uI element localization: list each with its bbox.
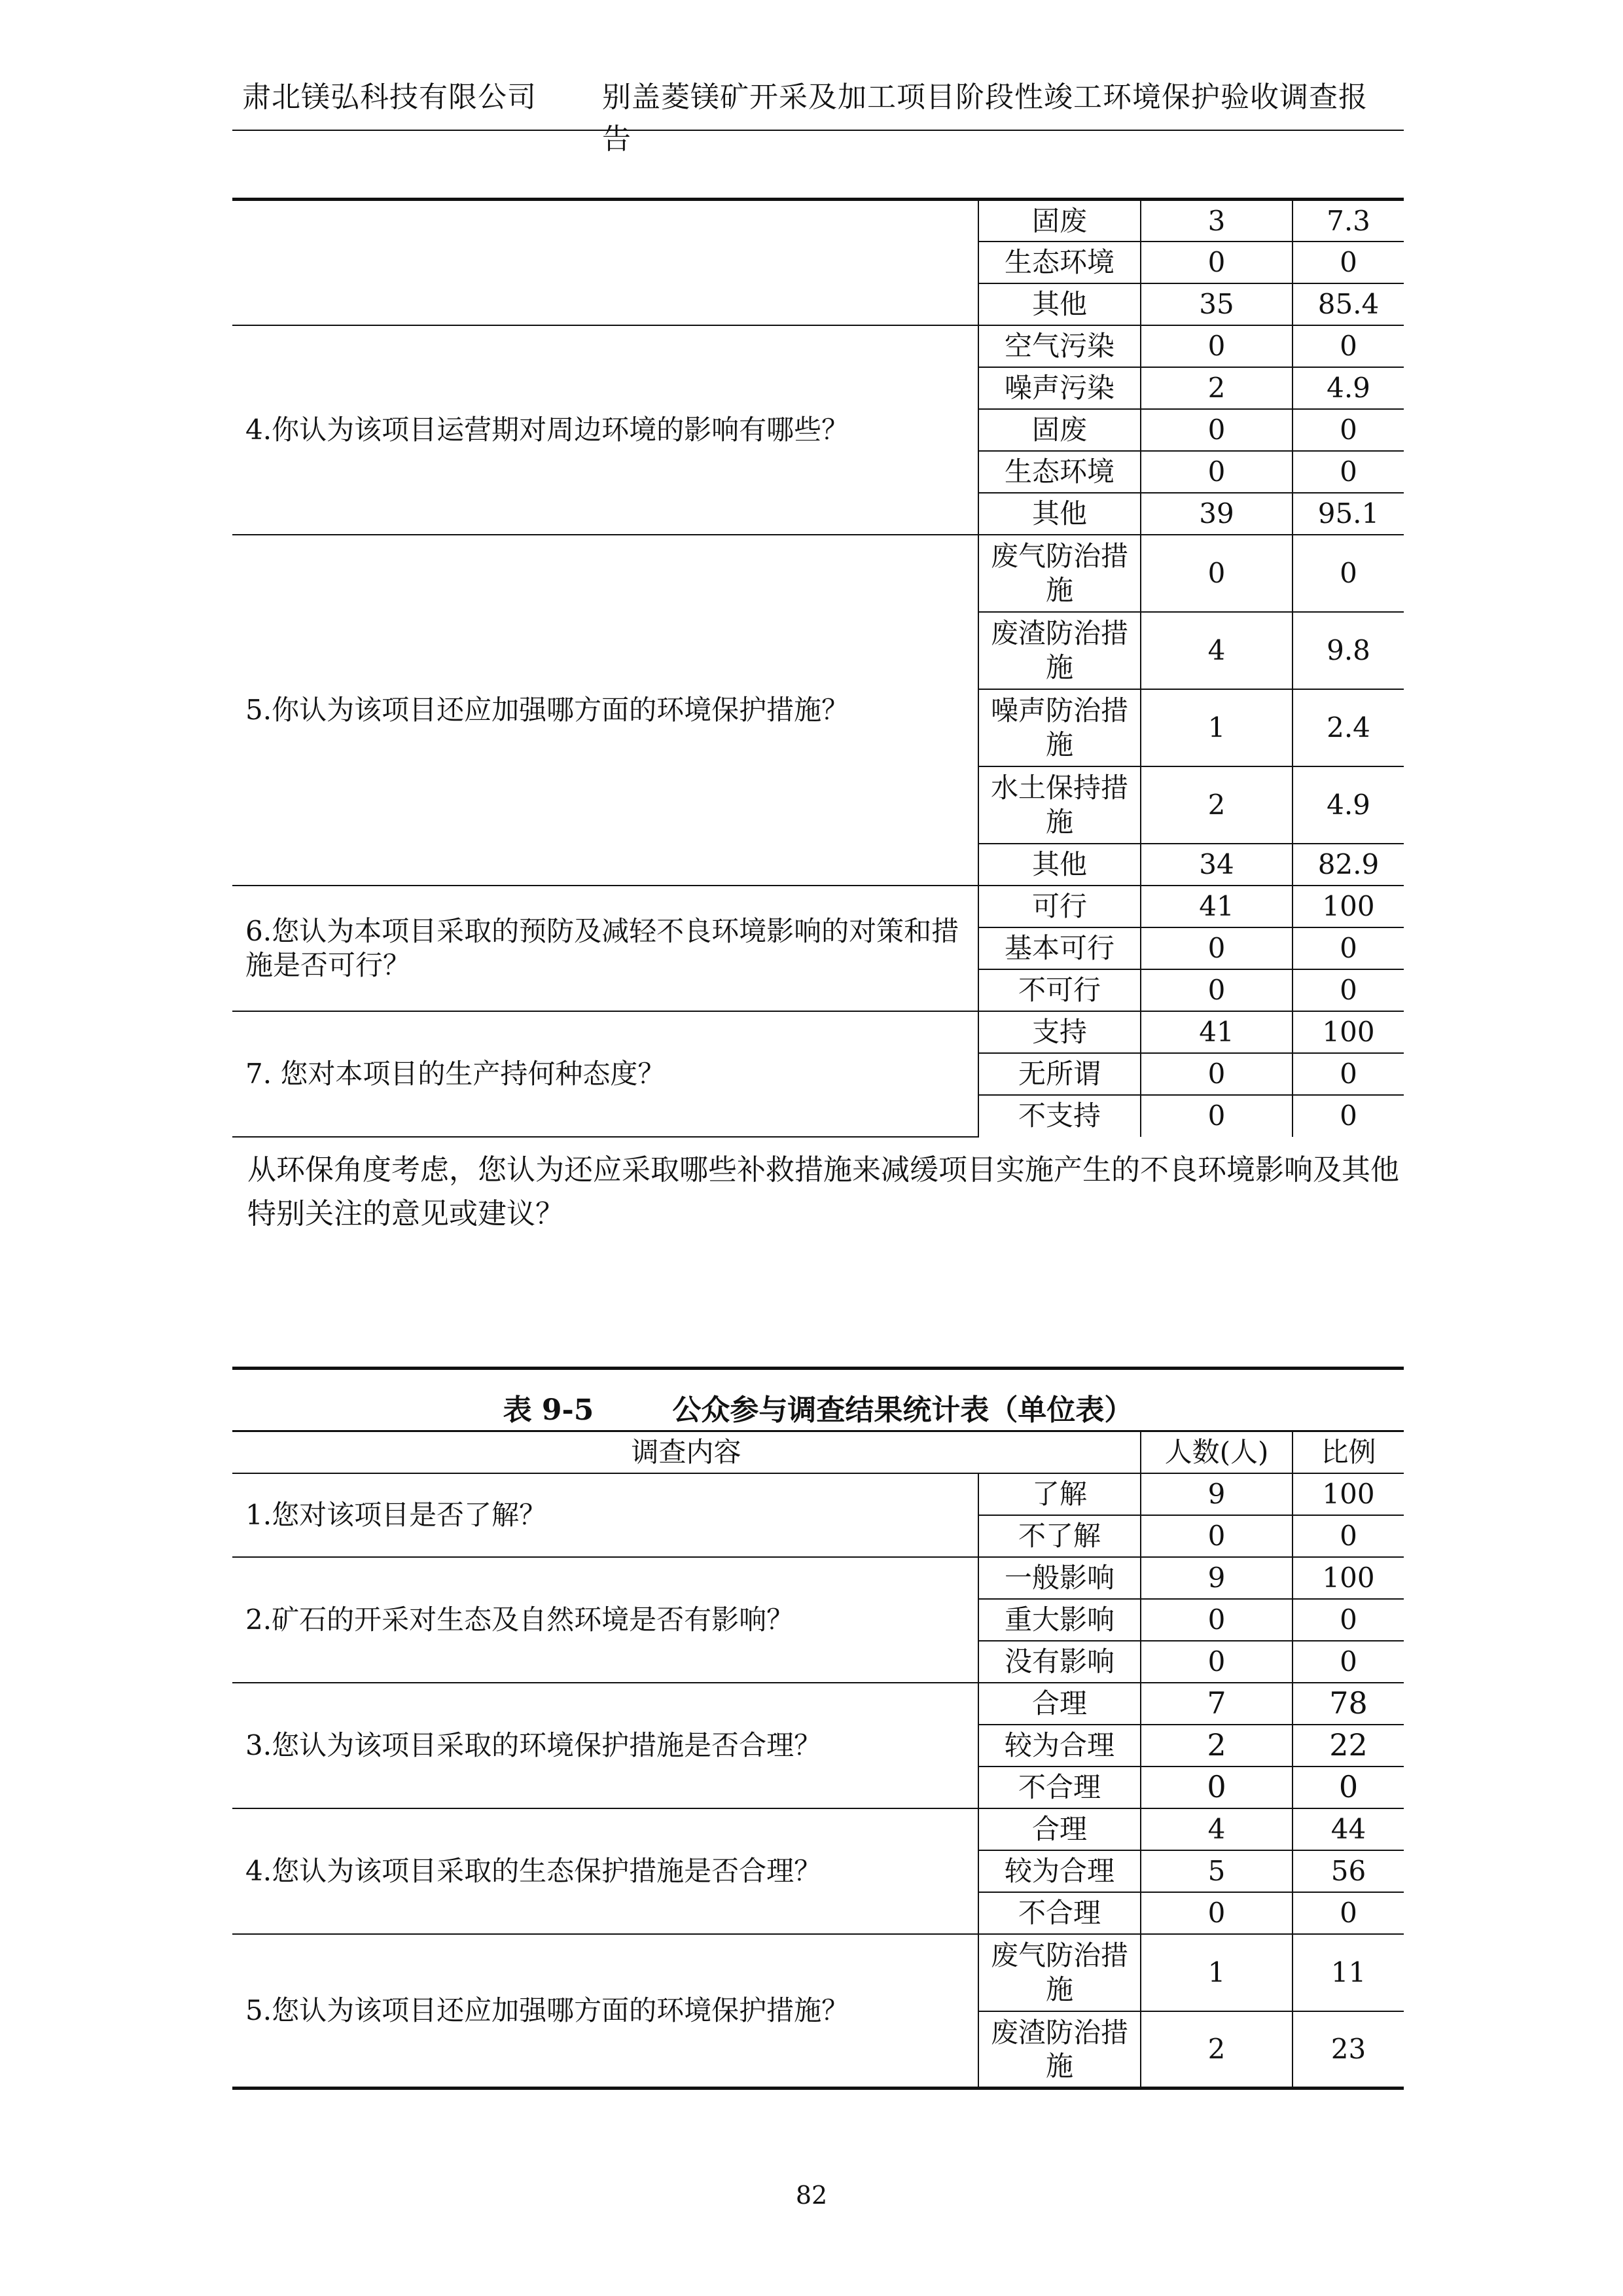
public-participation-table bbox=[232, 1430, 1404, 2090]
percent-cell: 0 bbox=[1293, 1053, 1404, 1095]
header-percent: 比例 bbox=[1293, 1431, 1404, 1473]
option-cell: 不合理 bbox=[978, 1767, 1141, 1808]
option-cell: 支持 bbox=[978, 1011, 1141, 1053]
option-cell: 重大影响 bbox=[978, 1599, 1141, 1641]
question-cell: 4.你认为该项目运营期对周边环境的影响有哪些？ bbox=[232, 325, 978, 535]
option-cell: 噪声污染 bbox=[978, 367, 1141, 409]
option-cell: 不合理 bbox=[978, 1892, 1141, 1934]
percent-cell: 7.3 bbox=[1293, 200, 1404, 242]
count-cell: 2 bbox=[1141, 1725, 1293, 1767]
option-cell: 生态环境 bbox=[978, 451, 1141, 493]
table-row bbox=[232, 1011, 1404, 1053]
table-row bbox=[232, 1557, 1404, 1599]
table-row bbox=[232, 200, 1404, 242]
percent-cell: 44 bbox=[1293, 1808, 1404, 1850]
count-cell: 5 bbox=[1141, 1850, 1293, 1892]
count-cell: 0 bbox=[1141, 242, 1293, 283]
count-cell: 4 bbox=[1141, 1808, 1293, 1850]
option-cell: 了解 bbox=[978, 1473, 1141, 1515]
question-cell: 5.您认为该项目还应加强哪方面的环境保护措施？ bbox=[232, 1934, 978, 2089]
option-cell: 基本可行 bbox=[978, 927, 1141, 969]
count-cell: 41 bbox=[1141, 1011, 1293, 1053]
question-cell: 1.您对该项目是否了解？ bbox=[232, 1473, 978, 1557]
percent-cell: 100 bbox=[1293, 886, 1404, 927]
question-cell: 6.您认为本项目采取的预防及减轻不良环境影响的对策和措施是否可行？ bbox=[232, 886, 978, 1011]
option-cell: 没有影响 bbox=[978, 1641, 1141, 1683]
option-cell: 固废 bbox=[978, 409, 1141, 451]
option-cell: 其他 bbox=[978, 283, 1141, 325]
table-row bbox=[232, 1683, 1404, 1725]
percent-cell: 0 bbox=[1293, 927, 1404, 969]
count-cell: 9 bbox=[1141, 1473, 1293, 1515]
table-row bbox=[232, 886, 1404, 927]
count-cell: 0 bbox=[1141, 1599, 1293, 1641]
percent-cell: 2.4 bbox=[1293, 689, 1404, 766]
page-number: 82 bbox=[795, 2181, 828, 2210]
option-cell: 废气防治措施 bbox=[978, 1934, 1141, 2011]
question-cell bbox=[232, 200, 978, 325]
header-rule bbox=[232, 130, 1404, 131]
count-cell: 0 bbox=[1141, 1892, 1293, 1934]
option-cell: 噪声防治措施 bbox=[978, 689, 1141, 766]
count-cell: 0 bbox=[1141, 451, 1293, 493]
percent-cell: 4.9 bbox=[1293, 766, 1404, 844]
percent-cell: 0 bbox=[1293, 1599, 1404, 1641]
percent-cell: 0 bbox=[1293, 242, 1404, 283]
table-row bbox=[232, 1934, 1404, 2011]
percent-cell: 9.8 bbox=[1293, 612, 1404, 689]
caption-rule bbox=[232, 1367, 1404, 1370]
percent-cell: 95.1 bbox=[1293, 493, 1404, 535]
option-cell: 其他 bbox=[978, 844, 1141, 886]
option-cell: 废渣防治措施 bbox=[978, 2011, 1141, 2089]
count-cell: 3 bbox=[1141, 200, 1293, 242]
open-question-text: 从环保角度考虑，您认为还应采取哪些补救措施来减缓项目实施产生的不良环境影响及其他特别关注的意见或建议？ bbox=[247, 1153, 1399, 1230]
percent-cell: 0 bbox=[1293, 1892, 1404, 1934]
percent-cell: 0 bbox=[1293, 969, 1404, 1011]
header-report-title: 别盖菱镁矿开采及加工项目阶段性竣工环境保护验收调查报告 bbox=[602, 81, 1368, 156]
question-cell: 5.你认为该项目还应加强哪方面的环境保护措施？ bbox=[232, 535, 978, 886]
count-cell: 2 bbox=[1141, 766, 1293, 844]
option-cell: 其他 bbox=[978, 493, 1141, 535]
option-cell: 不了解 bbox=[978, 1515, 1141, 1557]
count-cell: 1 bbox=[1141, 689, 1293, 766]
percent-cell: 0 bbox=[1293, 1767, 1404, 1808]
percent-cell: 0 bbox=[1293, 535, 1404, 612]
percent-cell: 4.9 bbox=[1293, 367, 1404, 409]
percent-cell: 82.9 bbox=[1293, 844, 1404, 886]
percent-cell: 0 bbox=[1293, 1515, 1404, 1557]
question-cell: 2.矿石的开采对生态及自然环境是否有影响？ bbox=[232, 1557, 978, 1683]
option-cell: 较为合理 bbox=[978, 1725, 1141, 1767]
count-cell: 0 bbox=[1141, 927, 1293, 969]
count-cell: 0 bbox=[1141, 1053, 1293, 1095]
percent-cell: 78 bbox=[1293, 1683, 1404, 1725]
percent-cell: 85.4 bbox=[1293, 283, 1404, 325]
percent-cell: 0 bbox=[1293, 325, 1404, 367]
header-content: 调查内容 bbox=[232, 1431, 1141, 1473]
option-cell: 一般影响 bbox=[978, 1557, 1141, 1599]
percent-cell: 100 bbox=[1293, 1011, 1404, 1053]
table-caption-title: 公众参与调查结果统计表（单位表） bbox=[672, 1393, 1133, 1427]
count-cell: 0 bbox=[1141, 969, 1293, 1011]
option-cell: 不支持 bbox=[978, 1095, 1141, 1137]
table-row bbox=[232, 325, 1404, 367]
header-count: 人数(人) bbox=[1141, 1431, 1293, 1473]
option-cell: 无所谓 bbox=[978, 1053, 1141, 1095]
count-cell: 9 bbox=[1141, 1557, 1293, 1599]
survey-table-continued bbox=[232, 198, 1404, 1138]
count-cell: 0 bbox=[1141, 535, 1293, 612]
count-cell: 35 bbox=[1141, 283, 1293, 325]
header-company: 肃北镁弘科技有限公司 bbox=[242, 81, 537, 114]
count-cell: 0 bbox=[1141, 1767, 1293, 1808]
question-cell: 3.您认为该项目采取的环境保护措施是否合理？ bbox=[232, 1683, 978, 1808]
count-cell: 2 bbox=[1141, 367, 1293, 409]
count-cell: 41 bbox=[1141, 886, 1293, 927]
percent-cell: 56 bbox=[1293, 1850, 1404, 1892]
percent-cell: 0 bbox=[1293, 409, 1404, 451]
table-header-row bbox=[232, 1431, 1404, 1473]
option-cell: 空气污染 bbox=[978, 325, 1141, 367]
percent-cell: 22 bbox=[1293, 1725, 1404, 1767]
count-cell: 1 bbox=[1141, 1934, 1293, 2011]
percent-cell: 23 bbox=[1293, 2011, 1404, 2089]
percent-cell: 11 bbox=[1293, 1934, 1404, 2011]
question-cell: 4.您认为该项目采取的生态保护措施是否合理？ bbox=[232, 1808, 978, 1934]
count-cell: 0 bbox=[1141, 1515, 1293, 1557]
option-cell: 合理 bbox=[978, 1683, 1141, 1725]
count-cell: 4 bbox=[1141, 612, 1293, 689]
count-cell: 7 bbox=[1141, 1683, 1293, 1725]
option-cell: 可行 bbox=[978, 886, 1141, 927]
option-cell: 合理 bbox=[978, 1808, 1141, 1850]
percent-cell: 0 bbox=[1293, 1095, 1404, 1137]
percent-cell: 100 bbox=[1293, 1557, 1404, 1599]
count-cell: 2 bbox=[1141, 2011, 1293, 2089]
count-cell: 0 bbox=[1141, 1641, 1293, 1683]
count-cell: 34 bbox=[1141, 844, 1293, 886]
table-caption bbox=[232, 1386, 1404, 1428]
table-row bbox=[232, 1473, 1404, 1515]
count-cell: 0 bbox=[1141, 325, 1293, 367]
count-cell: 0 bbox=[1141, 1095, 1293, 1137]
option-cell: 固废 bbox=[978, 200, 1141, 242]
table-row bbox=[232, 535, 1404, 612]
option-cell: 废渣防治措施 bbox=[978, 612, 1141, 689]
count-cell: 39 bbox=[1141, 493, 1293, 535]
count-cell: 0 bbox=[1141, 409, 1293, 451]
option-cell: 较为合理 bbox=[978, 1850, 1141, 1892]
page-header bbox=[242, 73, 1387, 157]
option-cell: 水土保持措施 bbox=[978, 766, 1141, 844]
table-caption-number: 表 9-5 bbox=[503, 1393, 594, 1427]
question-cell: 7. 您对本项目的生产持何种态度？ bbox=[232, 1011, 978, 1137]
percent-cell: 0 bbox=[1293, 1641, 1404, 1683]
option-cell: 废气防治措施 bbox=[978, 535, 1141, 612]
percent-cell: 0 bbox=[1293, 451, 1404, 493]
option-cell: 不可行 bbox=[978, 969, 1141, 1011]
percent-cell: 100 bbox=[1293, 1473, 1404, 1515]
table-row bbox=[232, 1808, 1404, 1850]
option-cell: 生态环境 bbox=[978, 242, 1141, 283]
